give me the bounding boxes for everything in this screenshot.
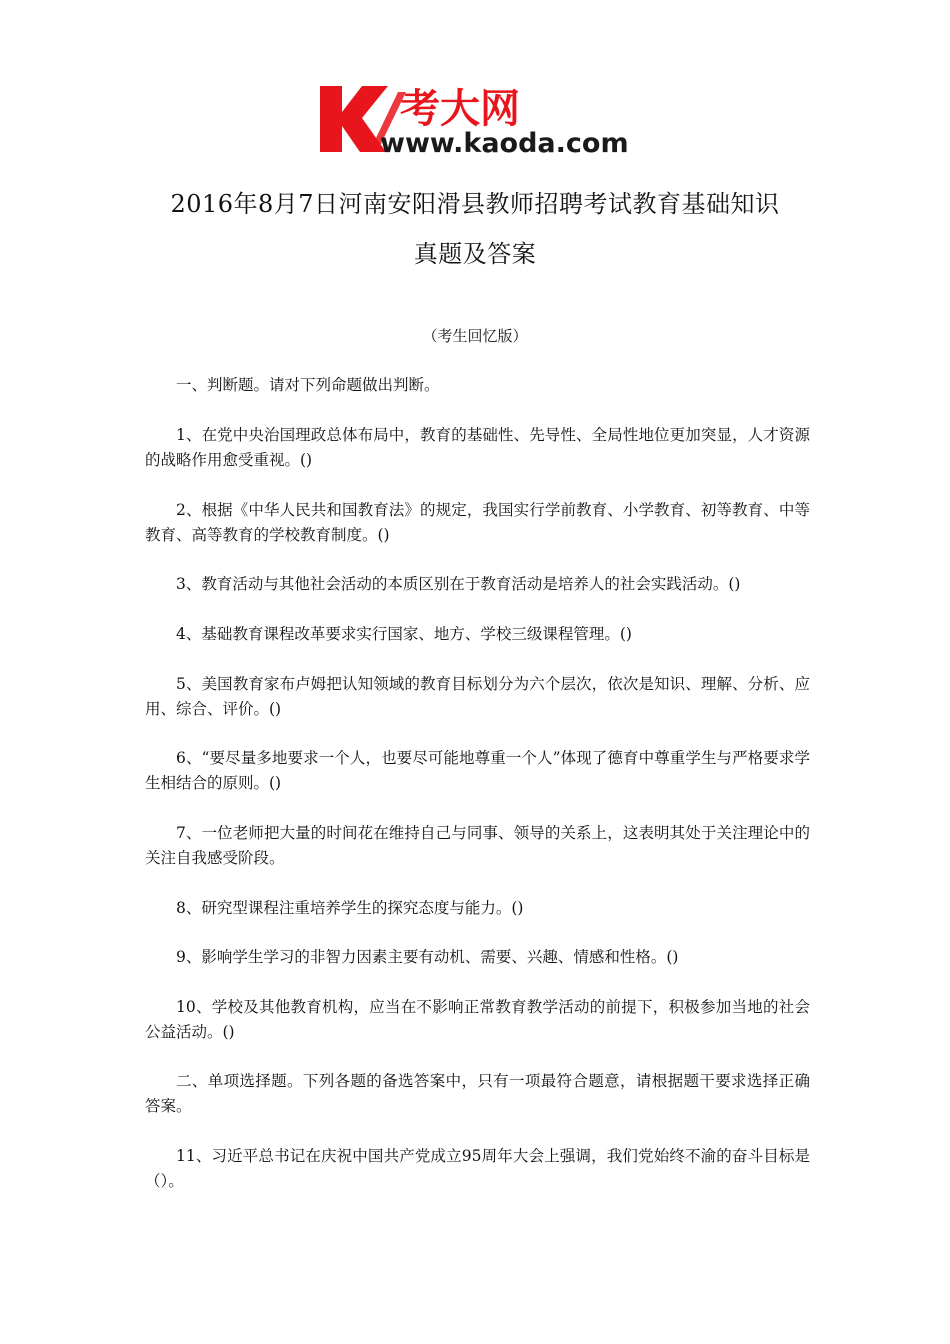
question-5: 5、美国教育家布卢姆把认知领域的教育目标划分为六个层次，依次是知识、理解、分析、应用、综合、评价。() (145, 675, 810, 718)
question-7: 7、一位老师把大量的时间花在维持自己与同事、领导的关系上，这表明其处于关注理论中的关注自我感受阶段。 (145, 824, 810, 867)
question-10: 10、学校及其他教育机构，应当在不影响正常教育教学活动的前提下，积极参加当地的社会公益活动。() (145, 998, 810, 1041)
document-title-line2: 真题及答案 (413, 240, 537, 268)
question-1: 1、在党中央治国理政总体布局中，教育的基础性、先导性、全局性地位更加突显，人才资源的战略作用愈受重视。() (145, 426, 810, 469)
logo-url-text: www.kaoda.com (380, 128, 629, 158)
question-8: 8、研究型课程注重培养学生的探究态度与能力。() (176, 899, 524, 917)
document-title-line1: 2016年8月7日河南安阳滑县教师招聘考试教育基础知识 (170, 190, 780, 218)
question-2: 2、根据《中华人民共和国教育法》的规定，我国实行学前教育、小学教育、初等教育、中等教育、高等教育的学校教育制度。() (145, 501, 810, 544)
section-heading-single-choice: 二、单项选择题。下列各题的备选答案中，只有一项最符合题意，请根据题干要求选择正确答案。 (145, 1072, 810, 1115)
question-6: 6、“要尽量多地要求一个人，也要尽可能地尊重一个人”体现了德育中尊重学生与严格要求学生相结合的原则。() (145, 749, 810, 792)
question-11: 11、习近平总书记在庆祝中国共产党成立95周年大会上强调，我们党始终不渝的奋斗目标是（）。 (145, 1147, 810, 1190)
kaoda-logo (318, 78, 638, 158)
logo-brand-text: 考大网 (400, 86, 520, 132)
question-4: 4、基础教育课程改革要求实行国家、地方、学校三级课程管理。() (176, 625, 632, 643)
question-3: 3、教育活动与其他社会活动的本质区别在于教育活动是培养人的社会实践活动。() (176, 575, 741, 593)
document-subtitle: （考生回忆版） (422, 327, 528, 345)
section-heading-true-false: 一、判断题。请对下列命题做出判断。 (176, 376, 440, 394)
question-9: 9、影响学生学习的非智力因素主要有动机、需要、兴趣、情感和性格。() (176, 948, 679, 966)
